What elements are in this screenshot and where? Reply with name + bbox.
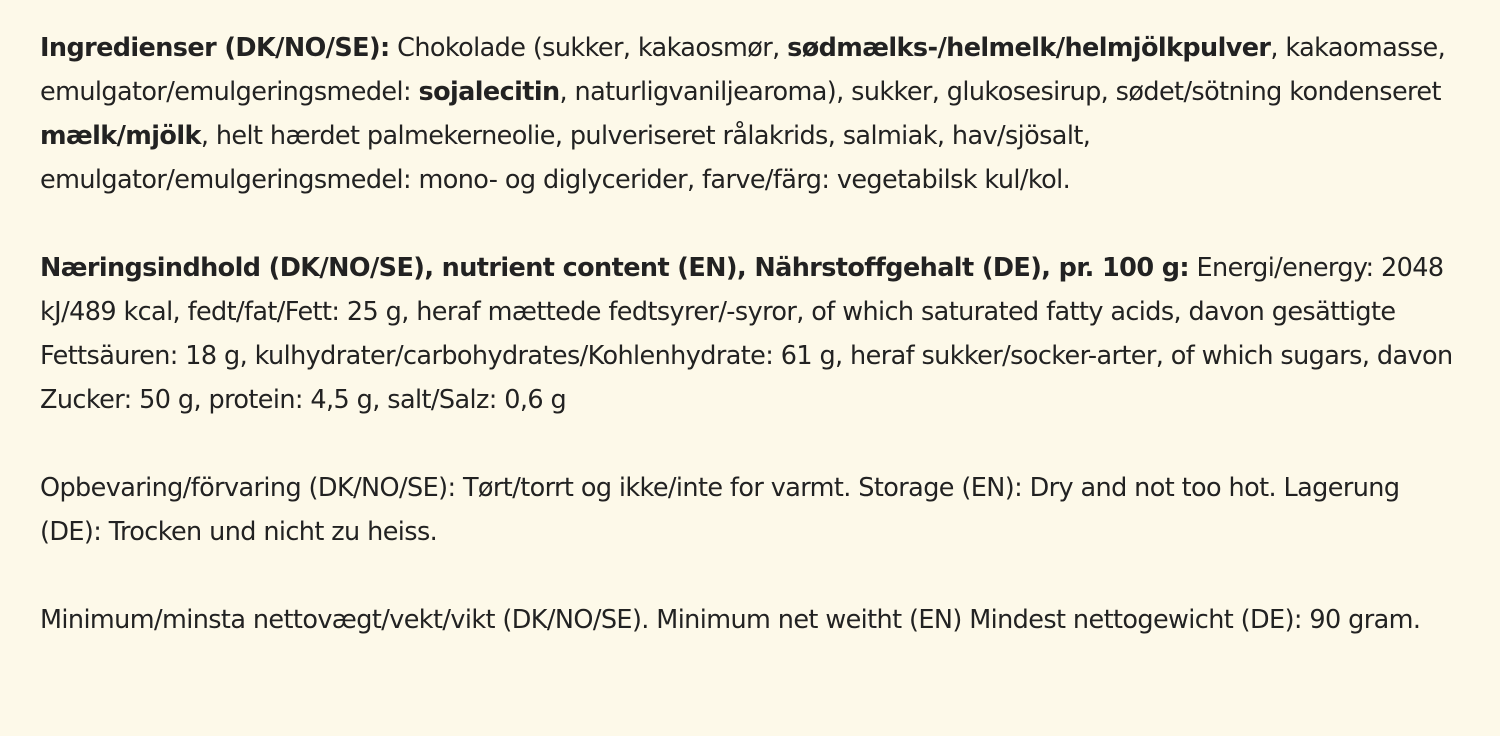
allergen-milk-powder: sødmælks-/helmelk/helmjölkpulver [787, 33, 1271, 63]
allergen-soy-lecithin: sojalecitin [418, 77, 560, 107]
nutrition-paragraph [40, 246, 1460, 422]
ingredients-heading: Ingredienser (DK/NO/SE): [40, 33, 390, 63]
nutrition-text: Energi/energy: 2048 kJ/489 kcal, fedt/fat/Fett: 25 g, heraf mættede fedtsyrer/-syror, of which saturated fatty acids, davon gesättigte Fettsäuren: 18 g, kulhydrater/carbohydrates/Kohlenhydrate: 61 g, heraf sukker/socker-arter, of which sugars, davon Zucker: 50 g, protein: 4,5 g, salt/Salz: 0,6 g [40, 253, 1453, 415]
nutrition-heading: Næringsindhold (DK/NO/SE), nutrient content (EN), Nährstoffgehalt (DE), pr. 100 g: [40, 253, 1189, 283]
product-info [40, 26, 1460, 642]
ingredients-text: , helt hærdet palmekerneolie, pulveriseret rålakrids, salmiak, hav/sjösalt, emulgator/emulgeringsmedel: mono- og diglycerider, farve/färg: vegetabilsk kul/kol. [40, 121, 1091, 195]
ingredients-text: , kakaomasse, emulgator/emulgeringsmedel: [40, 33, 1446, 107]
ingredients-text: , naturligvaniljearoma), sukker, glukosesirup, sødet/sötning kondenseret [559, 77, 1441, 107]
net-weight-paragraph: Minimum/minsta nettovægt/vekt/vikt (DK/NO/SE). Minimum net weitht (EN) Mindest nettogewicht (DE): 90 gram. [40, 605, 1421, 635]
ingredients-text: Chokolade (sukker, kakaosmør, [389, 33, 788, 63]
allergen-milk: mælk/mjölk [40, 121, 201, 151]
ingredients-paragraph [40, 26, 1460, 202]
storage-paragraph: Opbevaring/förvaring (DK/NO/SE): Tørt/torrt og ikke/inte for varmt. Storage (EN): Dry and not too hot. Lagerung (DE): Trocken und nicht zu heiss. [40, 473, 1400, 547]
